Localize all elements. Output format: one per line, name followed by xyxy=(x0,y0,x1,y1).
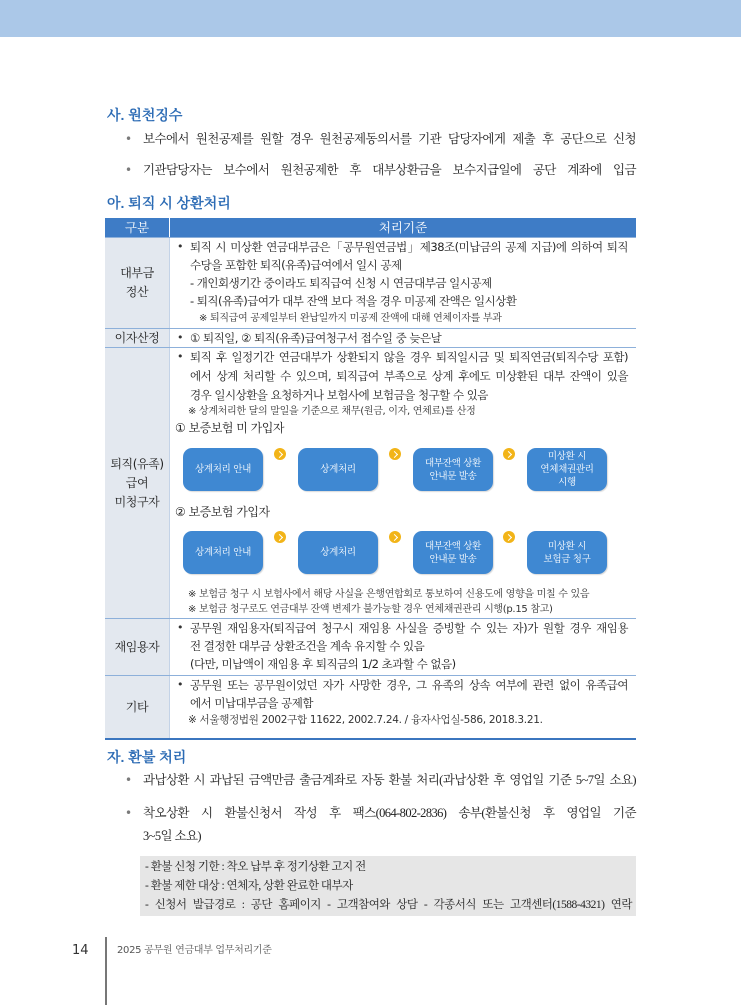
flow-step-text: 대부잔액 상환 xyxy=(425,540,481,552)
section-heading-retirement-repayment: 아. 퇴직 시 상환처리 xyxy=(107,195,231,211)
flow-step-box xyxy=(527,531,607,574)
table-row-interest-calculation xyxy=(105,328,636,347)
info-line-issuance-path: - 신청서 발급경로 : 공단 홈페이지 - 고객참여와 상담 - 각종서식 또는 고객센터(1588-4321) 연락 xyxy=(145,899,632,911)
row-label-line: 급여 xyxy=(125,475,149,490)
refund-info-box xyxy=(140,856,636,916)
row-label-line: 퇴직(유족) xyxy=(110,456,164,471)
row-label-line: 대부금 xyxy=(120,266,154,280)
retirement-repayment-table xyxy=(105,218,636,740)
bullet-text: 기관담당자는 보수에서 원천공제한 후 대부상환금을 보수지급일에 공단 계좌에 입금 xyxy=(143,163,636,177)
bullet-icon xyxy=(125,771,132,789)
content-line: 퇴직 시 미상환 연금대부금은「공무원연금법」제38조(미납금의 공제 지급)에 의하여 퇴직 xyxy=(190,240,628,254)
content-line: (다만, 미납액이 재임용 후 퇴직금의 1/2 초과할 수 없음) xyxy=(190,657,456,671)
bullet-continuation xyxy=(125,827,636,845)
flow-title-insured: ② 보증보험 가입자 xyxy=(175,505,270,519)
arrow-right-icon xyxy=(274,531,286,543)
flow-step-text: 대부잔액 상환 xyxy=(425,457,481,469)
table-row-reemployed xyxy=(105,618,636,675)
content-subitem: - 퇴직(유족)급여가 대부 잔액 보다 적을 경우 미공제 잔액은 일시상환 xyxy=(190,294,517,308)
row-label-line: 이자산정 xyxy=(114,330,160,345)
bullet-item xyxy=(125,161,636,179)
content-note: ※ 서울행정법원 2002구합 11622, 2002.7.24. / 융자사업실-586, 2018.3.21. xyxy=(188,714,543,726)
bullet-text: 착오상환 시 환불신청서 작성 후 팩스(064-802-2836) 송부(환불신청 후 영업일 기준 xyxy=(143,806,636,820)
content-line: 에서 상계 처리할 수 있으며, 퇴직급여 부족으로 상계 후에도 미상환된 대부 잔액이 있을 xyxy=(190,369,628,383)
arrow-right-icon xyxy=(503,448,515,460)
content-line: 퇴직 후 일정기간 연금대부가 상환되지 않을 경우 퇴직일시금 및 퇴직연금(퇴직수당 포함) xyxy=(190,350,628,364)
row-content xyxy=(170,619,636,675)
flow-step-box xyxy=(298,448,378,491)
content-line: 경우 일시상환을 요청하거나 보험사에 보험금을 청구할 수 있음 xyxy=(190,388,488,402)
row-content xyxy=(170,348,636,618)
content-subitem: - 개인회생기간 중이라도 퇴직급여 신청 시 연금대부금 일시공제 xyxy=(190,276,492,290)
flow-step-box xyxy=(413,448,493,491)
page-number: 14 xyxy=(72,943,89,958)
bullet-icon xyxy=(177,676,184,694)
bullet-text: 과납상환 시 과납된 금액만큼 출금계좌로 자동 환불 처리(과납상환 후 영업일 기준 5~7일 소요) xyxy=(143,773,636,787)
bullet-item xyxy=(125,771,636,789)
flow-step-text: 상계처리 안내 xyxy=(195,547,251,558)
arrow-right-icon xyxy=(389,531,401,543)
flow-step-text: 보험금 청구 xyxy=(543,553,591,565)
content-line: 에서 미납대부금을 공제함 xyxy=(190,696,314,710)
content-line: ① 퇴직일, ② 퇴직(유족)급여청구서 접수일 중 늦은날 xyxy=(190,331,442,345)
row-content xyxy=(170,676,636,738)
flow-step-box xyxy=(413,531,493,574)
row-label xyxy=(105,348,170,618)
flow-step-text: 상계처리 안내 xyxy=(195,464,251,475)
flow-step-box xyxy=(183,448,263,491)
flow-step-text: 안내문 발송 xyxy=(429,553,477,565)
bullet-icon xyxy=(177,238,184,256)
table-header-category: 구분 xyxy=(105,218,170,237)
bullet-item xyxy=(125,804,636,822)
footer-document-title: 2025 공무원 연금대부 업무처리기준 xyxy=(117,945,272,956)
flow-step-box xyxy=(527,448,607,491)
row-label-line: 기타 xyxy=(125,699,149,714)
flow-title-uninsured: ① 보증보험 미 가입자 xyxy=(175,421,284,435)
flow-step-box xyxy=(183,531,263,574)
top-color-band xyxy=(0,0,741,37)
footer-divider xyxy=(105,937,107,1005)
content-note: ※ 보험금 청구로도 연금대부 잔액 변제가 불가능할 경우 연체채권관리 시행(p.15 참고) xyxy=(188,604,553,615)
row-label xyxy=(105,238,170,328)
flow-step-text: 시행 xyxy=(558,477,576,488)
row-label-line: 재임용자 xyxy=(114,639,160,654)
flow-step-text: 미상환 시 xyxy=(547,451,587,462)
flow-step-text: 연체채권관리 xyxy=(540,464,594,475)
row-label xyxy=(105,676,170,738)
content-line: 수당을 포함한 퇴직(유족)급여에서 일시 공제 xyxy=(190,258,402,272)
content-line: 공무원 또는 공무원이었던 자가 사망한 경우, 그 유족의 상속 여부에 관련 없이 유족급여 xyxy=(190,678,628,692)
row-label xyxy=(105,619,170,675)
row-label xyxy=(105,329,170,347)
info-line-deadline: - 환불 신청 기한 : 착오 납부 후 정기상환 고지 전 xyxy=(145,861,366,873)
bullet-icon xyxy=(125,130,132,148)
bullet-icon xyxy=(177,329,184,347)
flow-step-text: 상계처리 xyxy=(320,547,356,558)
flow-step-text: 미상환 시 xyxy=(547,540,587,552)
bullet-icon xyxy=(125,161,132,179)
flow-step-text: 상계처리 xyxy=(320,464,356,475)
section-heading-withholding: 사. 원천징수 xyxy=(107,107,183,123)
arrow-right-icon xyxy=(274,448,286,460)
bullet-icon xyxy=(177,348,184,366)
content-line: 전 결정한 대부금 상환조건을 계속 유지할 수 있음 xyxy=(190,639,425,653)
row-label-line: 정산 xyxy=(125,285,149,299)
bullet-text: 3~5일 소요) xyxy=(143,829,201,843)
table-row-other xyxy=(105,675,636,738)
row-content xyxy=(170,329,636,347)
flow-step-box xyxy=(298,531,378,574)
table-header-row xyxy=(105,218,636,237)
content-line: 공무원 재임용자(퇴직급여 청구시 재임용 사실을 증빙할 수 있는 자)가 원할 경우 재임용 xyxy=(190,621,628,635)
table-row-loan-settlement xyxy=(105,237,636,328)
flow-step-text: 안내문 발송 xyxy=(429,470,477,482)
content-note: ※ 퇴직급여 공제일부터 완납일까지 미공제 잔액에 대해 연체이자를 부과 xyxy=(199,313,502,324)
bullet-icon xyxy=(125,804,132,822)
section-heading-refund: 자. 환불 처리 xyxy=(107,749,187,765)
arrow-right-icon xyxy=(389,448,401,460)
table-header-criteria: 처리기준 xyxy=(378,220,428,235)
content-note: ※ 보험금 청구 시 보험사에서 해당 사실을 은행연합회로 통보하여 신용도에 영향을 미칠 수 있음 xyxy=(188,589,590,600)
arrow-right-icon xyxy=(503,531,515,543)
table-row-unclaimed-benefits xyxy=(105,347,636,618)
content-note: ※ 상계처리한 달의 말일을 기준으로 채무(원금, 이자, 연체료)를 산정 xyxy=(188,406,476,417)
row-content xyxy=(170,238,636,328)
bullet-icon xyxy=(177,619,184,637)
row-label-line: 미청구자 xyxy=(114,494,160,509)
bullet-item xyxy=(125,130,636,148)
info-line-restriction: - 환불 제한 대상 : 연체자, 상환 완료한 대부자 xyxy=(145,880,353,892)
bullet-text: 보수에서 원천공제를 원할 경우 원천공제동의서를 기관 담당자에게 제출 후 공단으로 신청 xyxy=(143,132,636,146)
